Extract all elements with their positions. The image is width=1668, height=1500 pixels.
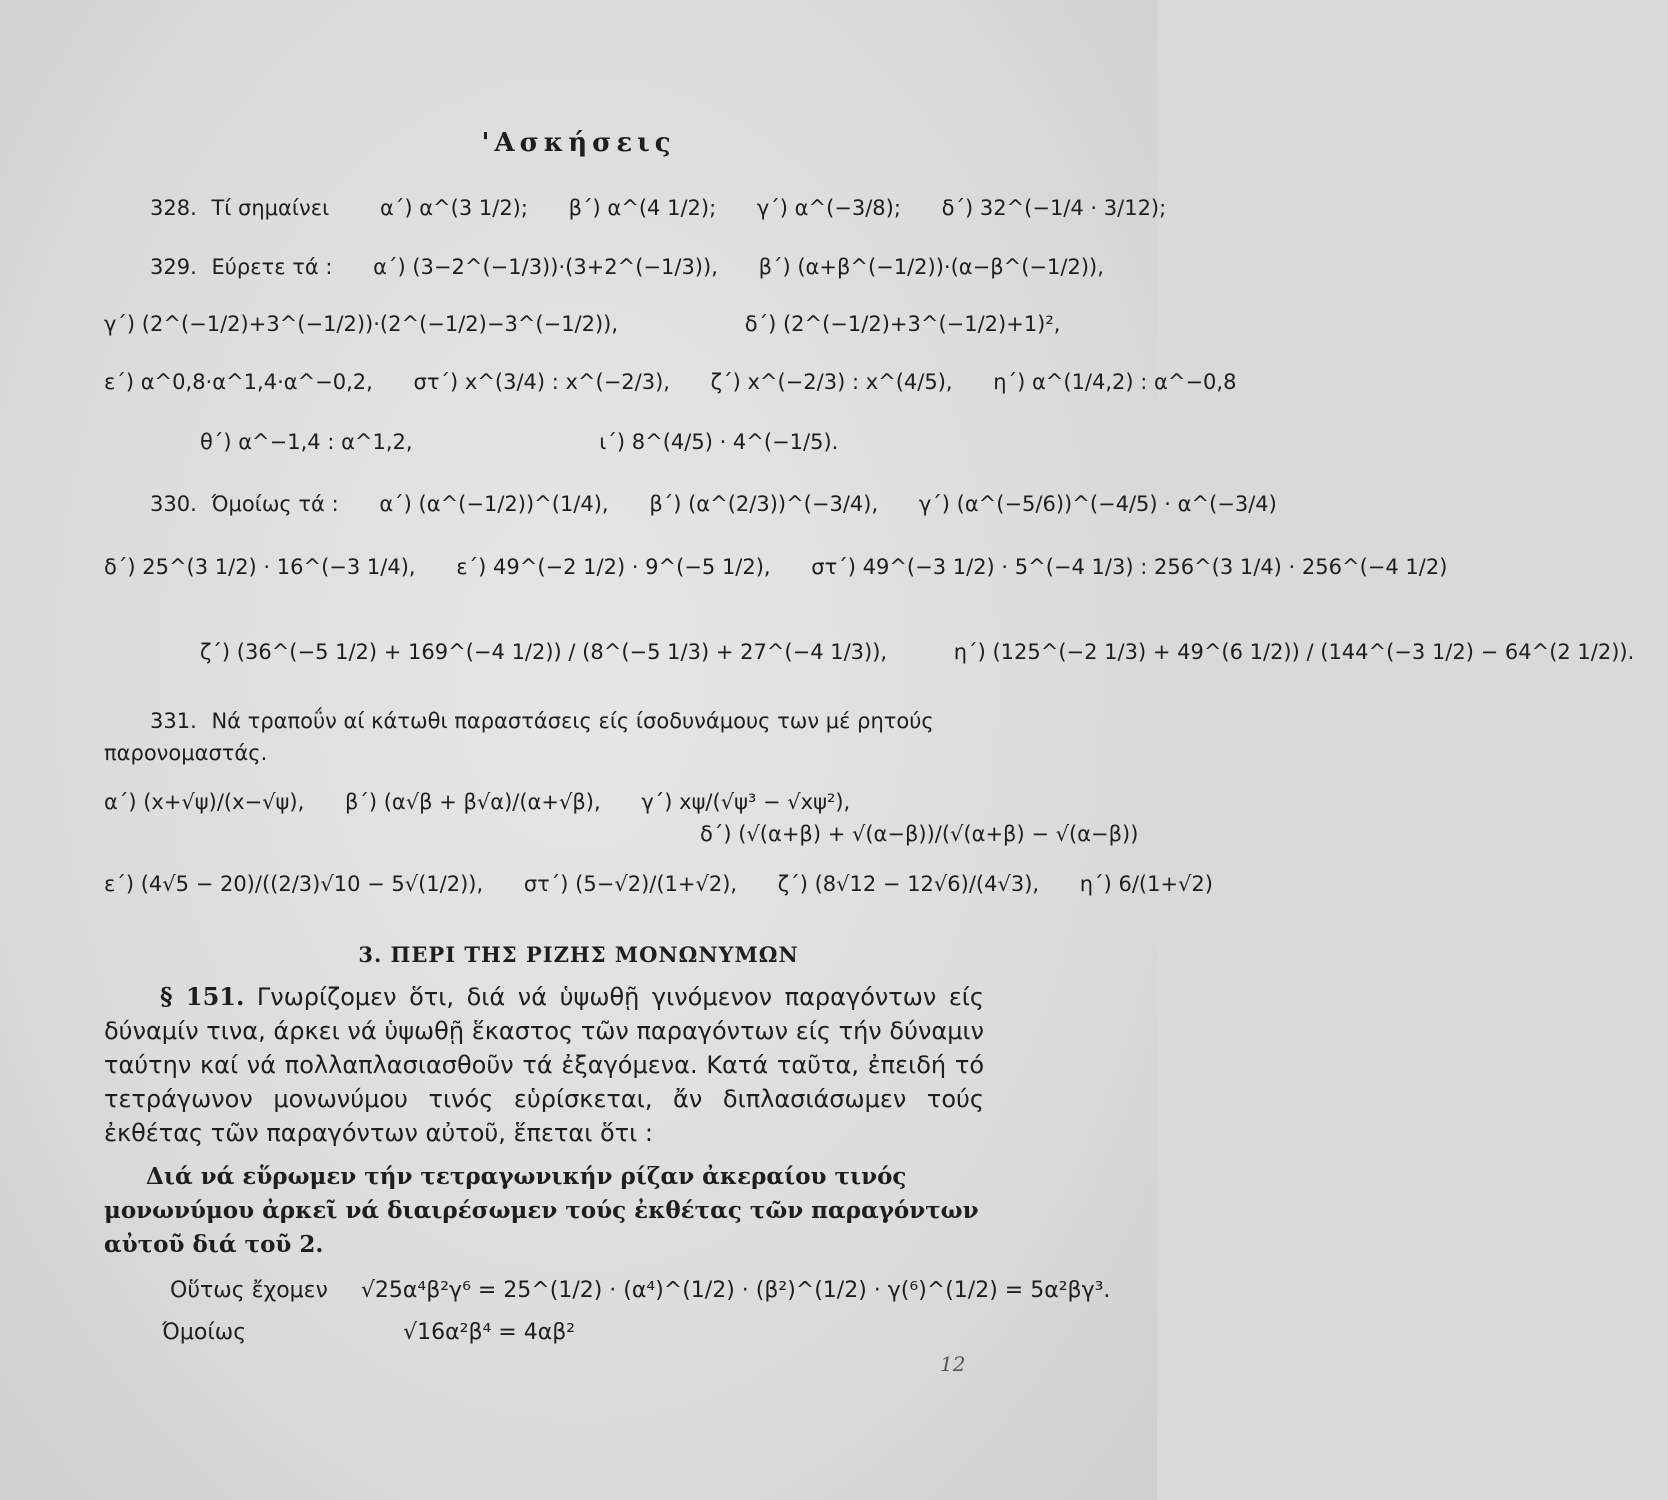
item-z: ζ΄) (8√12 − 12√6)/(4√3), xyxy=(777,872,1040,896)
page-number: 12 xyxy=(940,1352,966,1376)
example-formula: √16α²β⁴ = 4αβ² xyxy=(403,1320,576,1345)
item-e: ε΄) (4√5 − 20)/((2/3)√10 − 5√(1/2)), xyxy=(104,872,484,896)
item-d: δ΄) 32^(−1/4 · 3/12); xyxy=(941,196,1167,220)
exercise-intro: Όμοίως τά : xyxy=(211,492,339,516)
item-a: α΄) (α^(−1/2))^(1/4), xyxy=(379,492,609,516)
item-c: γ΄) xψ/(√ψ³ − √xψ²), xyxy=(641,790,851,814)
example-2 xyxy=(162,1320,575,1345)
item-c: γ΄) (α^(−5/6))^(−4/5) · α^(−3/4) xyxy=(918,492,1277,516)
exercise-number: 331. xyxy=(150,709,197,733)
exercise-331-line1-cont xyxy=(700,822,1172,846)
item-z: ζ΄) (36^(−5 1/2) + 169^(−4 1/2)) / (8^(−5 1/3) + 27^(−4 1/3)), xyxy=(200,640,888,664)
exercise-number: 330. xyxy=(150,492,197,516)
item-z: ζ΄) x^(−2/3) : x^(4/5), xyxy=(710,370,953,394)
example-label: Όμοίως xyxy=(162,1320,247,1345)
exercise-331-line1 xyxy=(104,790,884,814)
paragraph-number: § 151. xyxy=(160,982,245,1011)
rule-statement: Διά νά εὕρωμεν τήν τετραγωνικήν ρίζαν ἀκεραίου τινός μονωνύμου ἀρκεῖ νά διαιρέσωμεν τούς ἐκθέτας τῶν παραγόντων αὐτοῦ διά τοῦ 2. xyxy=(104,1163,979,1258)
item-st: στ΄) (5−√2)/(1+√2), xyxy=(523,872,738,896)
item-a: α΄) (x+√ψ)/(x−√ψ), xyxy=(104,790,305,814)
exercise-number: 328. xyxy=(150,196,197,220)
example-formula: √25α⁴β²γ⁶ = 25^(1/2) · (α⁴)^(1/2) · (β²)^(1/2) · γ(⁶)^(1/2) = 5α²βγ³. xyxy=(360,1278,1111,1303)
exercise-intro: Εύρετε τά : xyxy=(211,255,333,279)
exercise-331-line2 xyxy=(104,872,1247,896)
paragraph-text: Γνωρίζομεν ὅτι, διά νά ὑψωθῇ γινόμενον παραγόντων είς δύναμίν τινα, άρκει νά ὑψωθῇ ἕκαστος τῶν παραγόντων είς τήν δύναμιν ταύτην καί νά πολλαπλασιασθοῦν τά ἐξαγόμενα. Κατά ταῦτα, ἐπειδή τό τετράγωνον μονωνύμου τινός εὑρίσκεται, ἄν διπλασιάσωμεν τούς ἐκθέτας τῶν παραγόντων αὐτοῦ, ἕπεται ὅτι : xyxy=(104,983,984,1147)
exercise-330-line3 xyxy=(200,640,1668,664)
exercise-329-line3 xyxy=(104,370,1270,394)
exercise-330-line2 xyxy=(104,555,1481,579)
item-a: α΄) α^(3 1/2); xyxy=(380,196,528,220)
item-d: δ΄) (2^(−1/2)+3^(−1/2)+1)², xyxy=(744,312,1061,336)
item-b: β΄) (α√β + β√α)/(α+√β), xyxy=(344,790,601,814)
item-e: ε΄) α^0,8·α^1,4·α^−0,2, xyxy=(104,370,373,394)
item-e: ε΄) 49^(−2 1/2) · 9^(−5 1/2), xyxy=(456,555,771,579)
item-b: β΄) (α^(2/3))^(−3/4), xyxy=(649,492,879,516)
exercise-328 xyxy=(150,196,329,220)
item-h: η΄) (125^(−2 1/3) + 49^(6 1/2)) / (144^(−3 1/2) − 64^(2 1/2)). xyxy=(953,640,1635,664)
exercise-329 xyxy=(150,255,1138,279)
item-c: γ΄) α^(−3/8); xyxy=(756,196,901,220)
exercise-329-line2 xyxy=(104,312,1094,336)
exercise-intro: Τί σημαίνει xyxy=(211,196,330,220)
item-d: δ΄) 25^(3 1/2) · 16^(−3 1/4), xyxy=(104,555,416,579)
exercise-329-line4 xyxy=(200,430,872,454)
section-title: 3. ΠΕΡΙ ΤΗΣ ΡΙΖΗΣ ΜΟΝΩΝΥΜΩΝ xyxy=(358,942,799,967)
item-b: β΄) (α+β^(−1/2))·(α−β^(−1/2)), xyxy=(758,255,1104,279)
item-a: α΄) (3−2^(−1/3))·(3+2^(−1/3)), xyxy=(373,255,718,279)
exercise-text: Νά τραποΰν αί κάτωθι παραστάσεις είς ίσοδυνάμους των μέ ρητούς παρονομαστάς. xyxy=(104,709,934,765)
item-st: στ΄) 49^(−3 1/2) · 5^(−4 1/3) : 256^(3 1/4) · 256^(−4 1/2) xyxy=(811,555,1448,579)
example-label: Οὕτως ἔχομεν xyxy=(170,1278,328,1303)
section-paragraph xyxy=(104,980,984,1150)
exercise-328-items xyxy=(380,196,1200,220)
item-c: γ΄) (2^(−1/2)+3^(−1/2))·(2^(−1/2)−3^(−1/2)), xyxy=(104,312,619,336)
item-st: στ΄) x^(3/4) : x^(−2/3), xyxy=(413,370,670,394)
exercise-331 xyxy=(104,705,984,769)
exercise-number: 329. xyxy=(150,255,197,279)
item-d: δ΄) (√(α+β) + √(α−β))/(√(α+β) − √(α−β)) xyxy=(700,822,1139,846)
item-i: ι΄) 8^(4/5) · 4^(−1/5). xyxy=(599,430,839,454)
exercise-330 xyxy=(150,492,1311,516)
example-1 xyxy=(170,1278,1110,1303)
item-h: η΄) α^(1/4,2) : α^−0,8 xyxy=(993,370,1237,394)
item-b: β΄) α^(4 1/2); xyxy=(568,196,717,220)
exercises-heading: 'Ασκήσεις xyxy=(481,128,676,158)
item-h: η΄) 6/(1+√2) xyxy=(1079,872,1213,896)
item-th: θ΄) α^−1,4 : α^1,2, xyxy=(200,430,413,454)
